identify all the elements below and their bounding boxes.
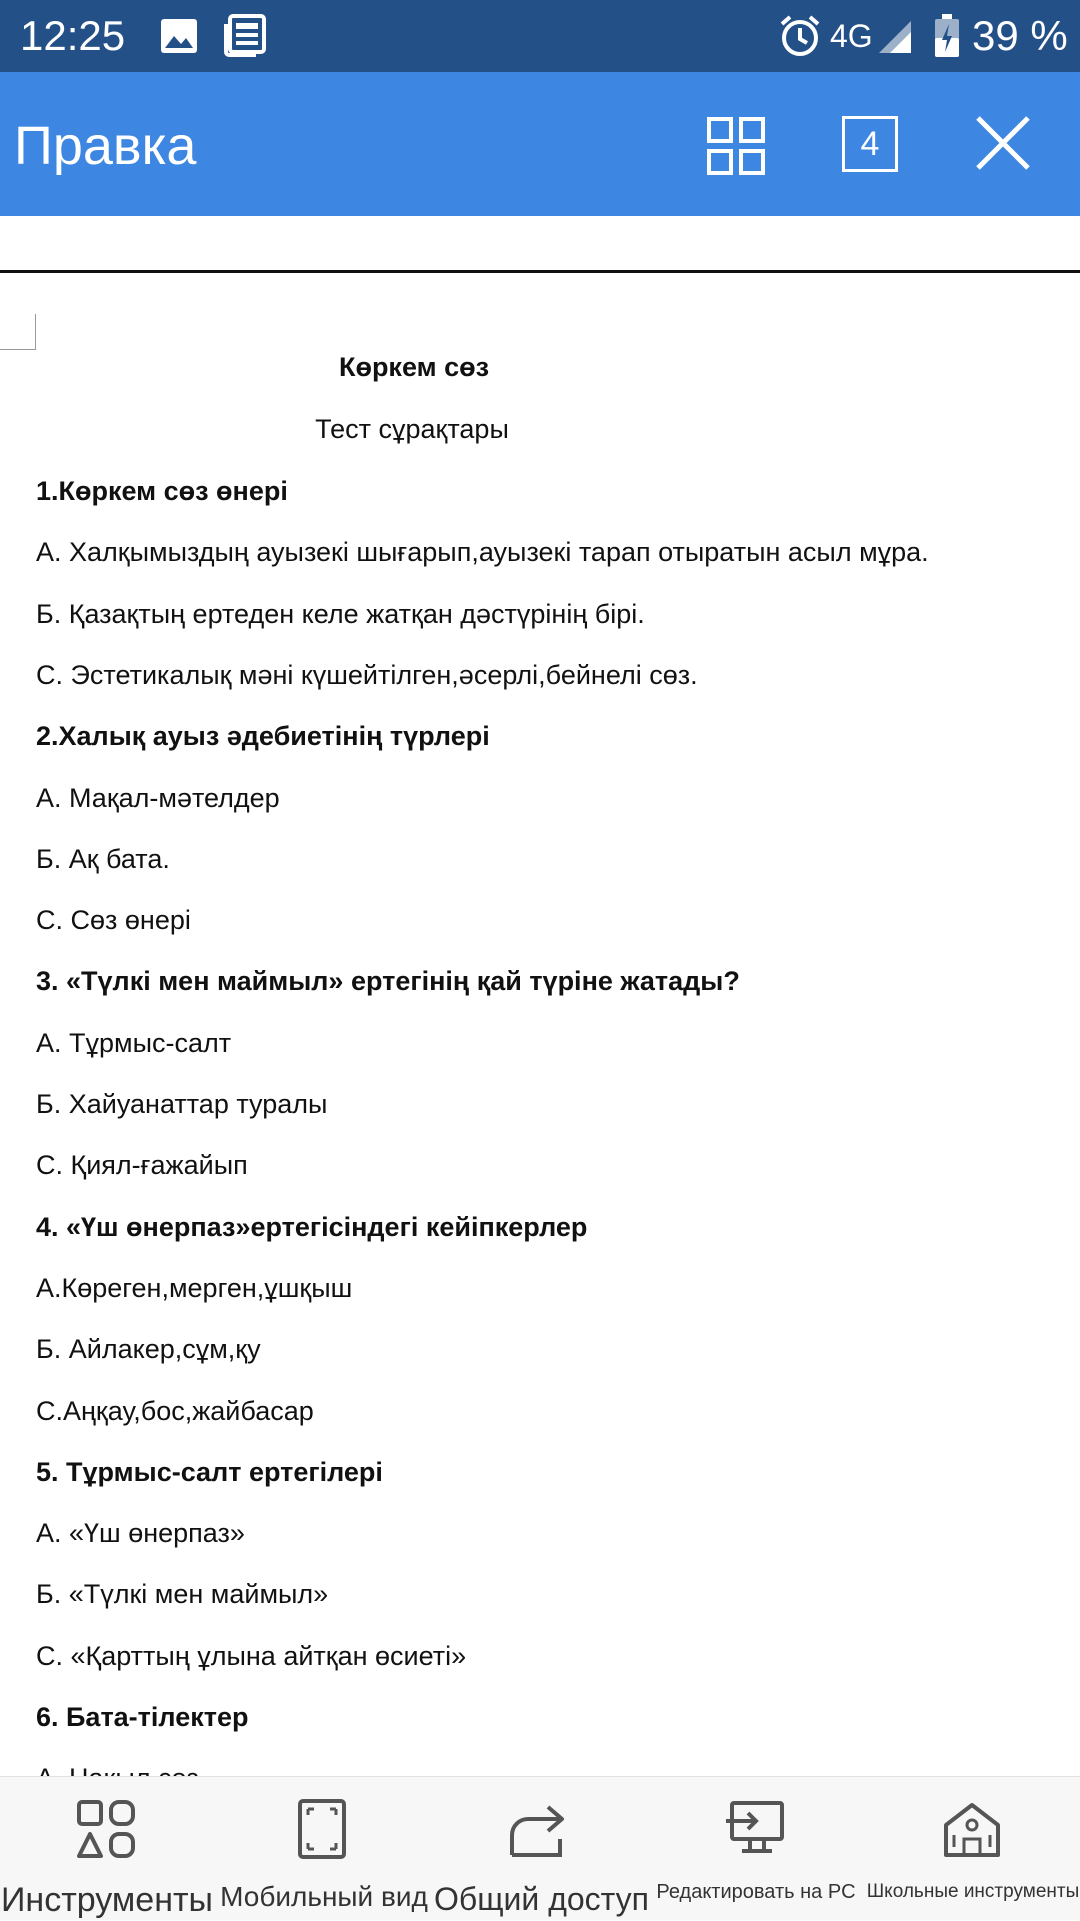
document-subtitle: Тест сұрақтары (315, 414, 509, 444)
question-line: 2.Халық ауыз әдебиетінің түрлері (36, 721, 490, 751)
answer-line: А. «Үш өнерпаз» (36, 1518, 245, 1548)
alarm-icon (778, 14, 822, 58)
answer-line: А. Халқымыздың ауызекі шығарып,ауызекі тарап отыратын асыл мұра. (36, 537, 929, 567)
signal-icon (878, 20, 912, 54)
edit-on-pc-icon (726, 1799, 786, 1859)
bottom-toolbar (0, 1776, 1080, 1920)
network-type: 4G (830, 18, 873, 54)
answer-line: Б. Хайуанаттар туралы (36, 1089, 328, 1119)
answer-line: С. Сөз өнері (36, 905, 191, 935)
answer-line: Б. Ақ бата. (36, 844, 170, 874)
mobile-view-label: Мобильный вид (220, 1881, 428, 1912)
share-label: Общий доступ (434, 1881, 649, 1917)
status-time: 12:25 (20, 12, 126, 59)
toolbar-title: Правка (14, 116, 197, 176)
answer-line: С.Аңқау,бос,жайбасар (36, 1396, 314, 1426)
pages-count-button[interactable] (842, 116, 898, 172)
tools-label: Инструменты (0, 1881, 213, 1919)
answer-line: А. Мақал-мәтелдер (36, 783, 280, 813)
battery-percent: 39 % (972, 12, 1068, 59)
document-page[interactable] (0, 340, 1080, 1776)
answer-line: Б. «Түлкі мен маймыл» (36, 1579, 329, 1609)
pages-count: 4 (860, 124, 880, 163)
news-icon (224, 14, 266, 56)
question-line: 5. Тұрмыс-салт ертегілері (36, 1457, 383, 1487)
close-button[interactable] (974, 114, 1032, 172)
question-line: 1.Көркем сөз өнері (36, 476, 288, 506)
question-line: 3. «Түлкі мен маймыл» ертегінің қай түріне жатады? (36, 966, 740, 996)
share-button[interactable] (434, 1777, 649, 1921)
close-icon (974, 114, 1032, 172)
answer-line: Б. Қазақтың ертеден келе жатқан дәстүрінің бірі. (36, 599, 645, 629)
answer-line: А. Тұрмыс-салт (36, 1028, 232, 1058)
edit-on-pc-button[interactable] (646, 1777, 866, 1921)
battery-icon (934, 14, 960, 58)
status-bar (0, 0, 1080, 72)
mobile-view-button[interactable] (214, 1777, 434, 1921)
school-icon (942, 1799, 1002, 1859)
tools-button[interactable] (0, 1777, 214, 1921)
question-line: 4. «Үш өнерпаз»ертегісіндегі кейіпкерлер (36, 1212, 588, 1242)
answer-line: Б. Айлакер,сұм,қу (36, 1334, 261, 1364)
answer-line: С. Эстетикалық мәні күшейтілген,әсерлі,бейнелі сөз. (36, 660, 698, 690)
document-title: Көркем сөз (338, 352, 490, 382)
answer-line: С. Қиял-ғажайып (36, 1150, 248, 1180)
school-tools-label: Школьные инструменты (866, 1881, 1080, 1902)
question-line: 6. Бата-тілектер (36, 1702, 249, 1732)
answer-line: С. «Қарттың ұлына айтқан өсиеті» (36, 1641, 467, 1671)
image-icon (160, 18, 198, 54)
answer-line: А.Көреген,мерген,ұшқыш (36, 1273, 353, 1303)
mobile-view-icon (298, 1799, 346, 1859)
school-tools-button[interactable] (866, 1777, 1080, 1921)
grid-icon (706, 116, 766, 176)
share-icon (508, 1799, 568, 1859)
tools-icon (76, 1799, 136, 1859)
grid-view-button[interactable] (706, 116, 766, 176)
document-header-rule (0, 270, 1080, 273)
edit-on-pc-label: Редактировать на PC (656, 1881, 856, 1903)
app-toolbar (0, 72, 1080, 216)
